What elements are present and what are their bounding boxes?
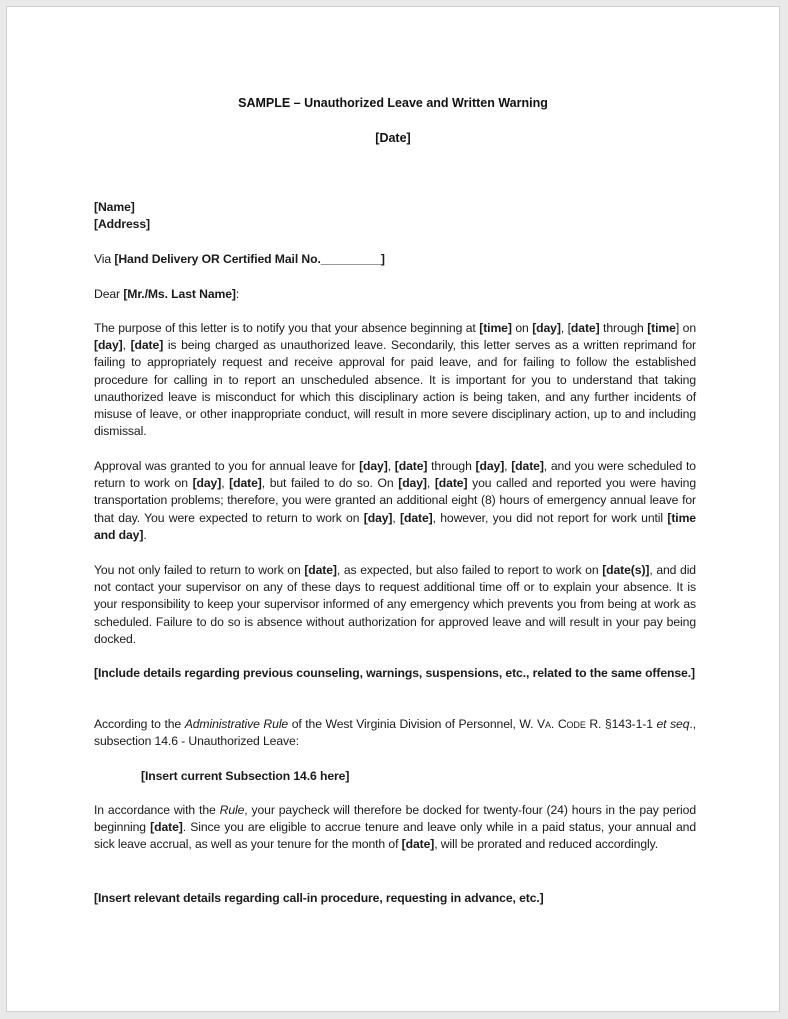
text-segment: , will be prorated and reduced accordingly.	[434, 837, 658, 852]
text-segment: , however, you did not report for work until	[432, 510, 668, 525]
bold-text: [Address]	[94, 217, 150, 231]
italic-text: Rule	[219, 803, 245, 817]
text-segment: , and you were scheduled to return to work on	[94, 459, 696, 491]
text-segment: Code	[557, 717, 586, 731]
bold-text: [date]	[400, 510, 433, 525]
paragraph-purpose	[94, 320, 696, 440]
bold-text: [day]	[475, 459, 505, 473]
bold-text: [date]	[304, 563, 337, 577]
text-segment: Approval was granted to you for annual leave for	[94, 459, 360, 473]
text-segment: ,	[221, 476, 230, 491]
bold-text: [Name]	[94, 200, 135, 214]
italic-text: Administrative Rule	[184, 717, 289, 731]
text-segment: According to the	[94, 717, 185, 731]
document-title: SAMPLE – Unauthorized Leave and Written Warning	[238, 96, 548, 110]
text-segment: You not only failed to return to work on	[94, 563, 305, 577]
text-segment: In accordance with the	[94, 803, 220, 817]
italic-text: et seq	[656, 717, 690, 731]
text-segment: through	[599, 321, 648, 335]
bold-text: [day]	[532, 321, 561, 335]
text-segment: of the West Virginia Division of Personnel, W. V	[288, 717, 546, 731]
bold-text: [date]	[434, 476, 468, 491]
text-segment: ] on	[675, 321, 696, 335]
bold-text: [date]	[401, 837, 435, 852]
paragraph-name	[94, 199, 696, 216]
bold-text: [day]	[192, 476, 222, 491]
paragraph-approval	[94, 458, 696, 544]
bold-text: [time	[647, 321, 676, 335]
bold-text: [date]	[394, 459, 428, 473]
text-segment: you called and reported you were having transportation problems; therefore, you were granted an additional eight (8) hours of emergency annual leave for that day. You were expected to return to work on	[94, 476, 697, 525]
paragraph-include	[94, 665, 696, 682]
text-segment: , but failed to do so. On	[261, 476, 399, 491]
text-segment: through	[427, 459, 476, 473]
paragraph-address	[94, 216, 696, 233]
bold-text: [Hand Delivery OR Certified Mail No._________]	[114, 252, 385, 266]
paragraph-insert-subsection	[141, 768, 641, 785]
bold-text: [day]	[94, 338, 123, 353]
bold-text: [time]	[479, 321, 512, 335]
text-segment: ., subsection 14.6 - Unauthorized Leave:	[94, 717, 696, 749]
text-segment: , as expected, but also failed to report to work on	[336, 563, 603, 577]
text-segment: R. §143-1-1	[585, 717, 657, 731]
text-segment: , [	[560, 321, 571, 335]
text-segment: :	[235, 287, 240, 301]
date-placeholder: [Date]	[375, 131, 411, 145]
bold-text: [Insert relevant details regarding call-in procedure, requesting in advance, etc.]	[94, 891, 544, 905]
paragraph-accordance	[94, 802, 696, 854]
text-segment: The purpose of this letter is to notify you that your absence beginning at	[94, 321, 480, 335]
bold-text: [day]	[359, 459, 388, 473]
text-segment: ,	[504, 459, 512, 473]
bold-text: [Include details regarding previous counseling, warnings, suspensions, etc., related to the same offense.]	[94, 666, 695, 680]
text-segment: .	[143, 527, 147, 542]
text-segment: , and did not contact your supervisor on any of these days to request additional time off or to explain your absence. It is your responsibility to keep your supervisor informed of any emergency which prevents you from being at work as scheduled. Failure to do so is absence without authorization for approved leave and will result in your pay being docked.	[94, 563, 696, 646]
text-segment: is being charged as unauthorized leave. Secondarily, this letter serves as a written reprimand for failing to appropriately request and receive approval for paid leave, and for failing to follow the established procedure for calling in to report an unscheduled absence. It is important for you to understand that taking unauthorized leave is misconduct for which this disciplinary action is being taken, and any further incidents of misuse of leave, or other inappropriate conduct, will result in more severe disciplinary action, up to and including dismissal.	[94, 338, 696, 439]
text-segment: ,	[426, 476, 435, 491]
paragraph-salutation	[94, 286, 696, 303]
text-segment: Via	[94, 252, 115, 266]
text-segment: , your paycheck will therefore be docked for twenty-four (24) hours in the pay period beginning	[94, 803, 696, 835]
bold-text: [date]	[229, 476, 262, 491]
paragraph-failed	[94, 562, 696, 648]
bold-text: [Mr./Ms. Last Name]	[123, 287, 236, 301]
text-segment: Dear	[94, 287, 124, 301]
bold-text: [day]	[363, 510, 393, 525]
text-segment: .	[550, 717, 558, 731]
paragraph-via	[94, 251, 696, 268]
bold-text: [day]	[398, 476, 427, 491]
text-segment: a	[545, 717, 551, 731]
bold-text: [date(s)]	[602, 563, 650, 577]
bold-text: [date]	[511, 459, 544, 473]
bold-text: [time and day]	[94, 510, 696, 542]
bold-text: [Insert current Subsection 14.6 here]	[141, 769, 350, 783]
text-segment: ,	[392, 510, 401, 525]
document-page	[6, 6, 780, 1012]
text-segment: ,	[122, 338, 131, 353]
text-segment: ,	[387, 459, 395, 473]
paragraph-according	[94, 716, 696, 750]
bold-text: [date]	[150, 820, 183, 835]
text-segment: on	[511, 321, 533, 335]
bold-text: [date]	[130, 338, 164, 353]
paragraph-insert-relevant	[94, 890, 696, 907]
text-segment: . Since you are eligible to accrue tenure and leave only while in a paid status, your annual and sick leave accrual, as well as your tenure for the month of	[94, 820, 697, 852]
bold-text: date]	[570, 321, 600, 335]
